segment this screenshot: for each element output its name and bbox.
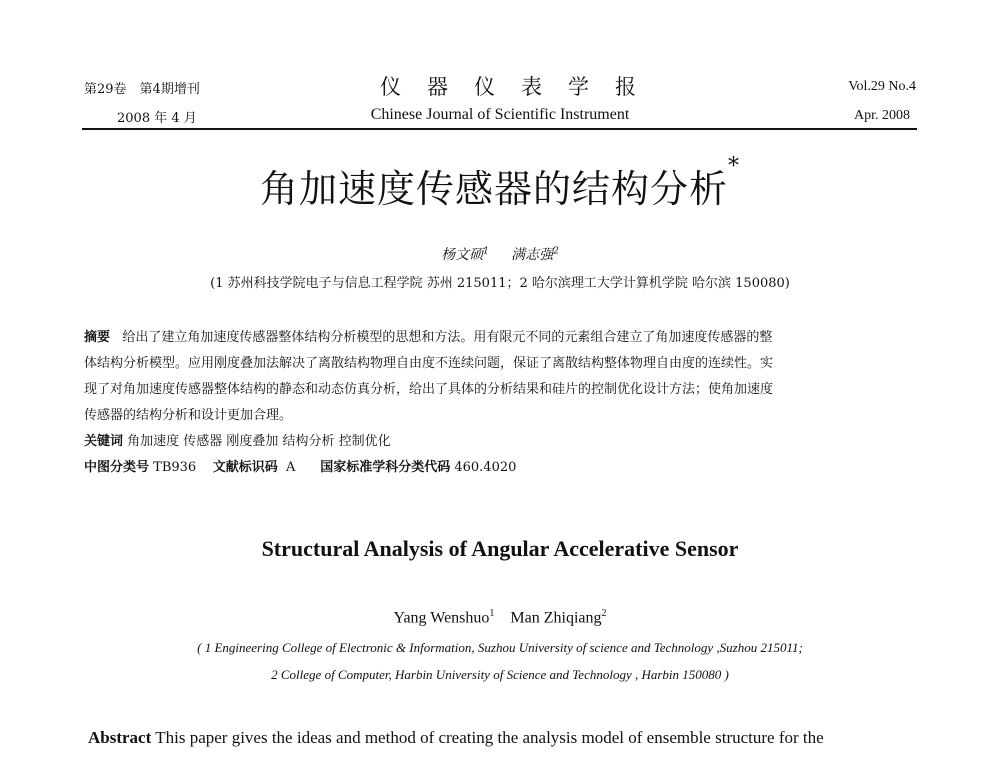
date-cn: 2008 年 4 月 — [117, 111, 197, 126]
doc-code-label: 文献标识码 — [212, 460, 278, 475]
abstract-cn-line-1 — [84, 325, 916, 351]
affiliation-en-line-2: 2 College of Computer, Harbin University of Science and Technology , Harbin 150080 ) — [271, 667, 729, 682]
author-en-2: Man Zhiqiang — [510, 609, 602, 627]
abstract-cn-line-4: 传感器的结构分析和设计更加合理。 — [84, 408, 293, 423]
journal-name-en: Chinese Journal of Scientific Instrument — [370, 106, 630, 123]
national-code-value: 460.4020 — [454, 460, 517, 475]
paper-title-cn — [0, 154, 1000, 213]
author-en-1-affil: 1 — [489, 608, 495, 619]
national-code-label: 国家标准学科分类代码 — [320, 460, 451, 475]
author-cn-1-affil: 1 — [483, 246, 489, 257]
author-cn-2-affil: 2 — [553, 246, 559, 257]
author-en-2-affil: 2 — [601, 608, 607, 619]
doc-code-value: A — [286, 460, 296, 475]
clc-value: TB936 — [153, 460, 197, 475]
abstract-cn — [84, 325, 916, 481]
abstract-en-label: Abstract — [88, 728, 152, 747]
affiliation-cn: (1 苏州科技学院电子与信息工程学院 苏州 215011；2 哈尔滨理工大学计算机学院 哈尔滨 150080) — [210, 276, 790, 291]
title-cn-text: 角加速度传感器的结构分析 — [259, 167, 728, 211]
volume-issue-en: Vol.29 No.4 — [848, 79, 916, 94]
abstract-en-text: This paper gives the ideas and method of creating the analysis model of ensemble structure for the — [155, 728, 824, 747]
author-en-1: Yang Wenshuo — [393, 609, 490, 627]
affiliation-en-line-1: ( 1 Engineering College of Electronic & Information, Suzhou University of science and Technology ,Suzhou 215011; — [197, 640, 803, 655]
paper-title-en: Structural Analysis of Angular Accelerative Sensor — [261, 536, 739, 561]
clc-label: 中图分类号 — [84, 460, 150, 475]
keywords-cn — [84, 429, 916, 455]
keywords-cn-label: 关键词 — [84, 434, 124, 449]
authors-en — [0, 608, 1000, 627]
classification-line — [84, 455, 916, 481]
abstract-cn-line-1-text: 给出了建立角加速度传感器整体结构分析模型的思想和方法。用有限元不同的元素组合建立了角加速度传感器的整 — [122, 330, 773, 345]
abstract-en — [88, 722, 918, 754]
journal-name-cn: 仪器仪表学报 — [380, 75, 662, 99]
abstract-cn-line-2: 体结构分析模型。应用刚度叠加法解决了离散结构物理自由度不连续问题，保证了离散结构整体物理自由度的连续性。实 — [84, 356, 774, 371]
author-cn-1: 杨文硕 — [441, 247, 484, 263]
abstract-cn-line-3: 现了对角加速度传感器整体结构的静态和动态仿真分析，给出了具体的分析结果和硅片的控制优化设计方法；使角加速度 — [84, 382, 774, 397]
title-footnote-mark: * — [728, 154, 740, 179]
keywords-cn-text: 角加速度 传感器 刚度叠加 结构分析 控制优化 — [127, 434, 391, 449]
volume-issue-cn: 第29卷 第4期增刊 — [84, 82, 200, 97]
authors-cn — [0, 244, 1000, 264]
author-cn-2: 满志强 — [511, 247, 554, 263]
header-rule — [82, 128, 917, 130]
abstract-cn-label: 摘要 — [84, 330, 111, 345]
date-en: Apr. 2008 — [854, 108, 910, 123]
